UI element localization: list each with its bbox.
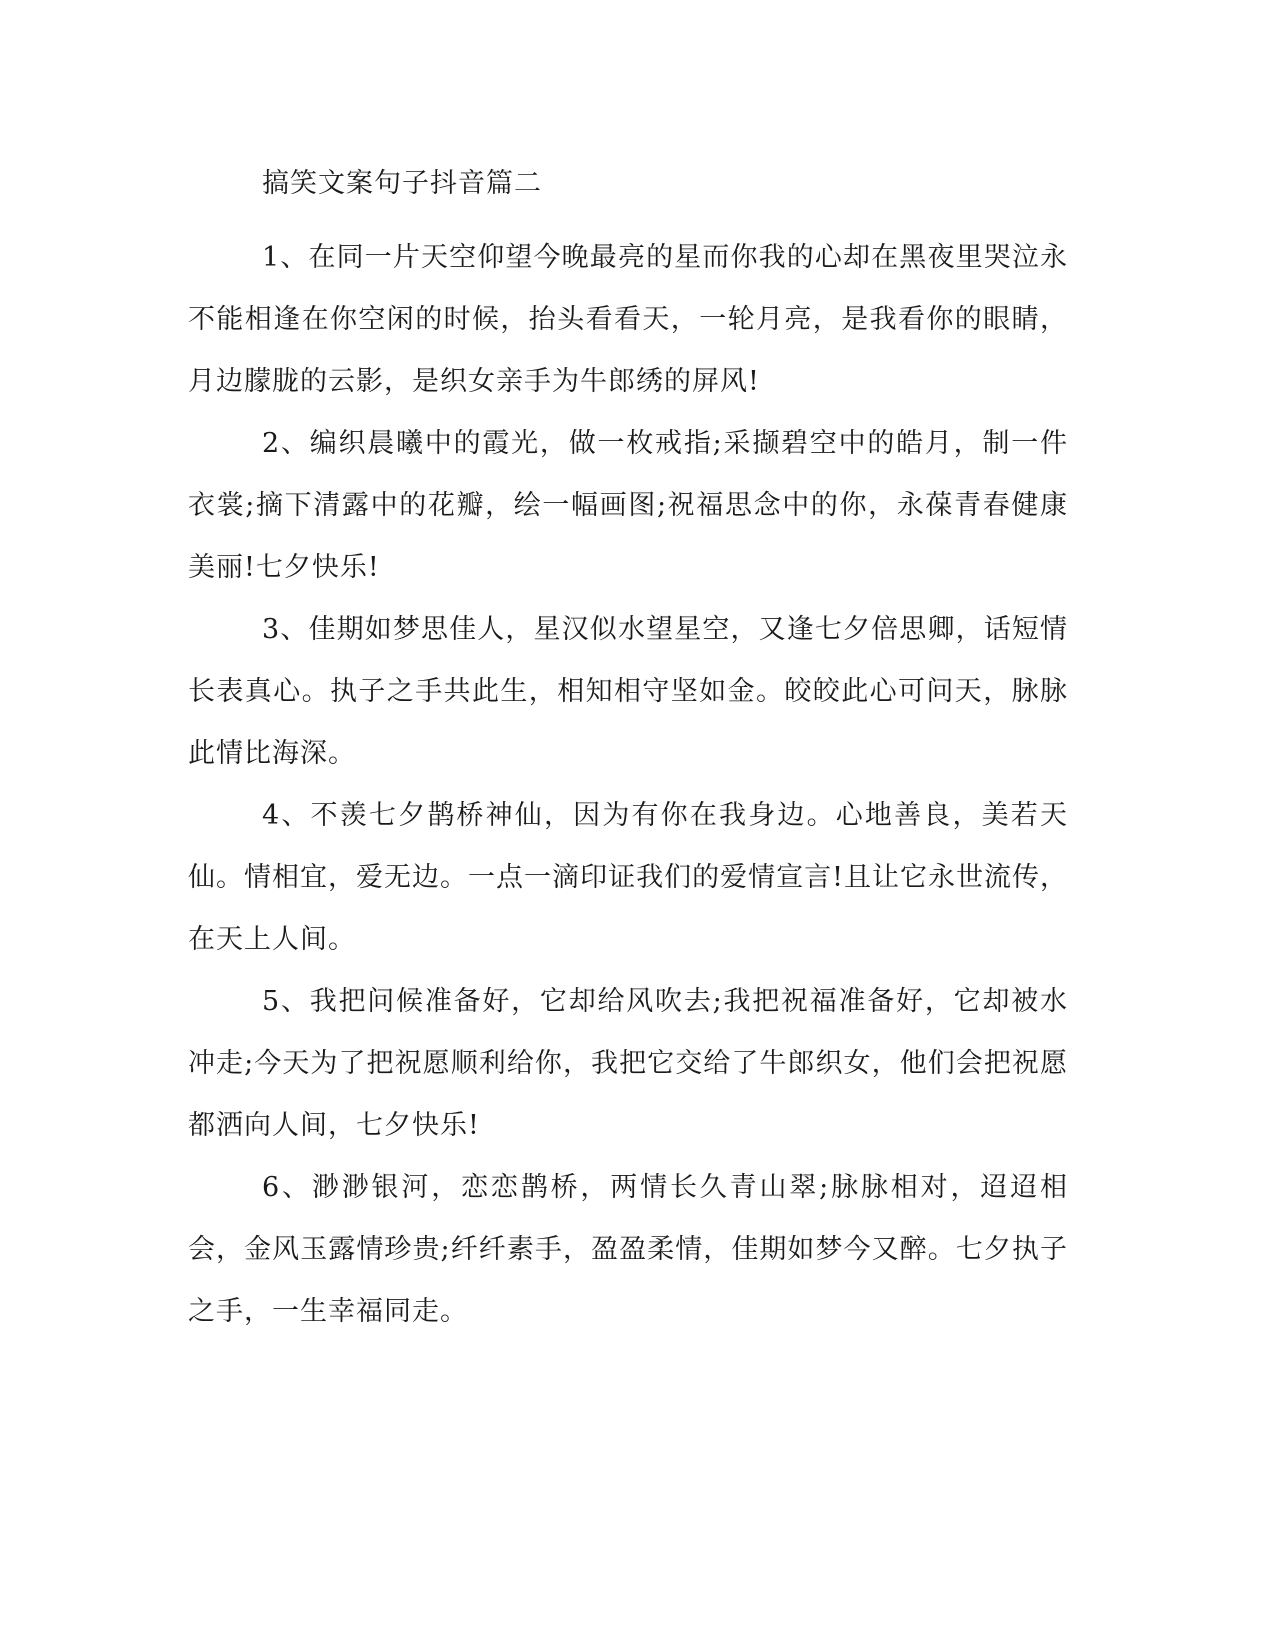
paragraph-5: 5、我把问候准备好，它却给风吹去;我把祝福准备好，它却被水冲走;今天为了把祝愿顺利给你，我把它交给了牛郎织女，他们会把祝愿都洒向人间，七夕快乐! [188, 986, 1068, 1141]
document-body [188, 164, 1068, 1343]
document-title: 搞笑文案句子抖音篇二 [262, 168, 542, 199]
paragraph-1: 1、在同一片天空仰望今晚最亮的星而你我的心却在黑夜里哭泣永不能相逢在你空闲的时候，抬头看看天，一轮月亮，是我看你的眼睛，月边朦胧的云影，是织女亲手为牛郎绣的屏风! [188, 242, 1068, 397]
paragraph-3: 3、佳期如梦思佳人，星汉似水望星空，又逢七夕倍思卿，话短情长表真心。执子之手共此生，相知相守坚如金。皎皎此心可问天，脉脉此情比海深。 [188, 614, 1068, 769]
paragraph-4: 4、不羡七夕鹊桥神仙，因为有你在我身边。心地善良，美若天仙。情相宜，爱无边。一点一滴印证我们的爱情宣言!且让它永世流传，在天上人间。 [188, 800, 1068, 955]
paragraph-2: 2、编织晨曦中的霞光，做一枚戒指;采撷碧空中的皓月，制一件衣裳;摘下清露中的花瓣，绘一幅画图;祝福思念中的你，永葆青春健康美丽!七夕快乐! [188, 428, 1068, 583]
paragraph-6: 6、渺渺银河，恋恋鹊桥，两情长久青山翠;脉脉相对，迢迢相会，金风玉露情珍贵;纤纤素手，盈盈柔情，佳期如梦今又醉。七夕执子之手，一生幸福同走。 [188, 1172, 1068, 1327]
